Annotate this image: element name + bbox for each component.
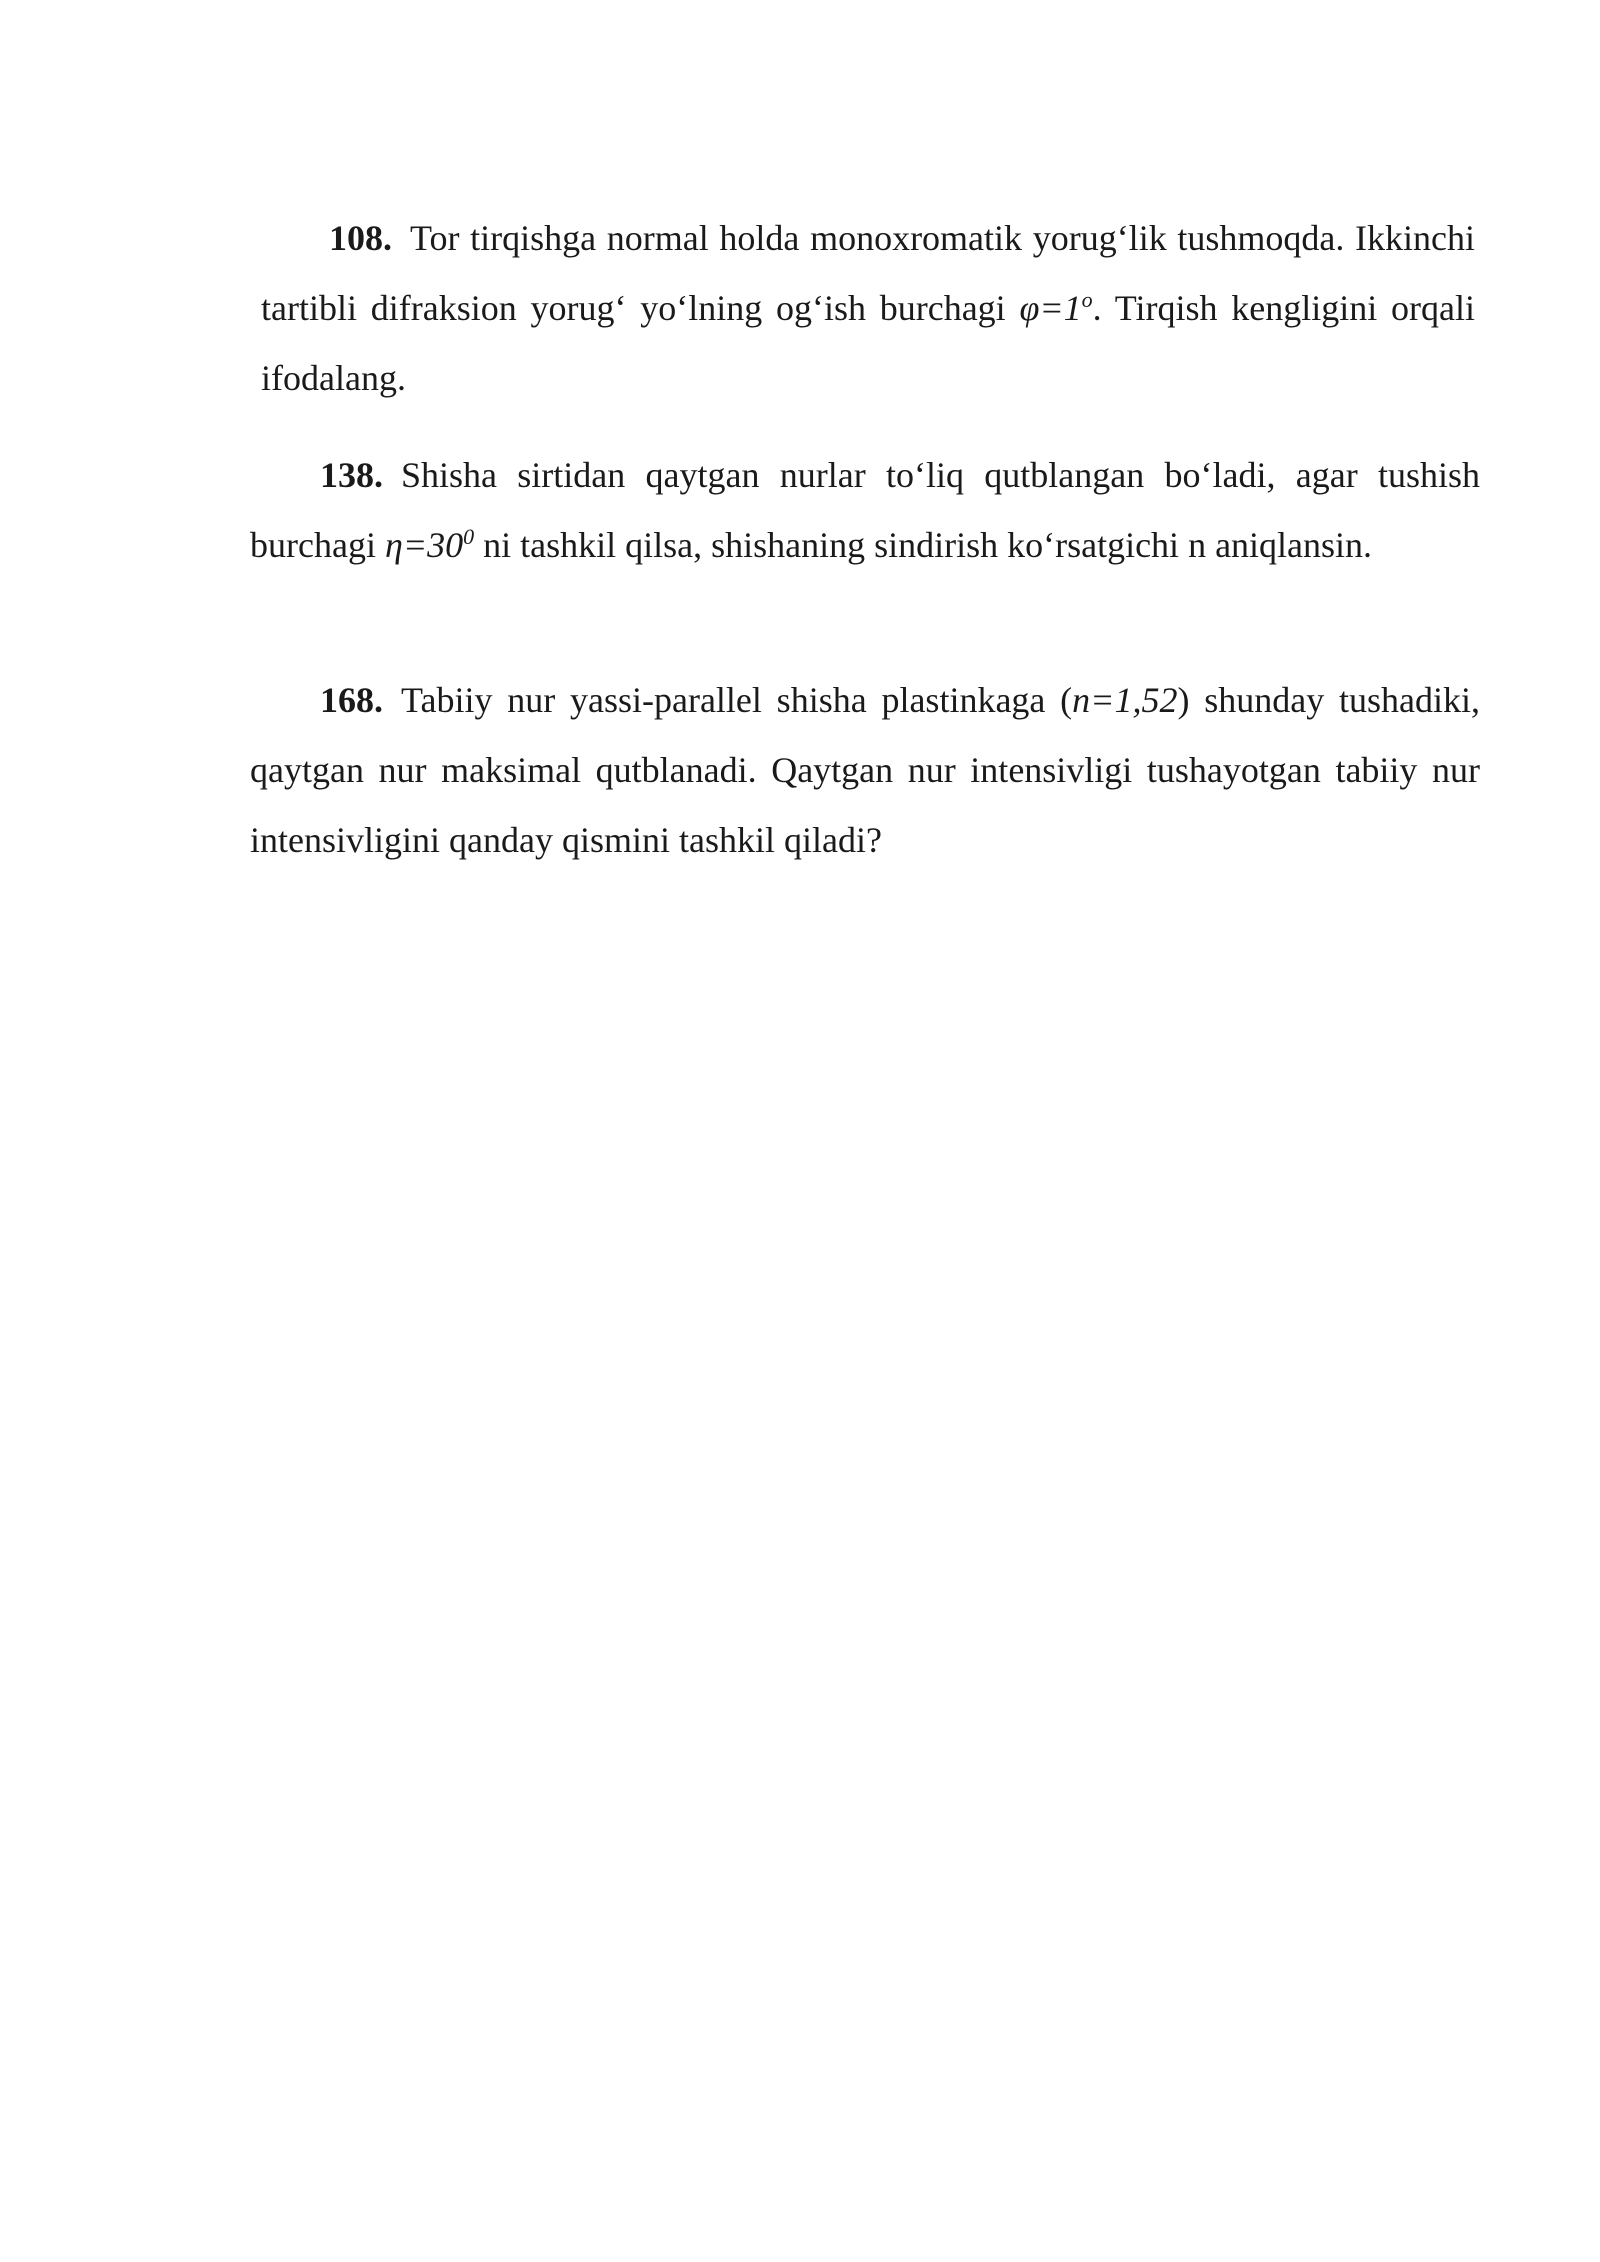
problem-text: Shisha sirtidan qaytgan nurlar to‘liq qutblangan bo‘ladi, agar tushish burchagi (250, 455, 1480, 565)
problem-108 (261, 203, 1475, 413)
problem-text: Tabiiy nur yassi-parallel shisha plastinkaga ( (401, 680, 1073, 720)
formula-superscript: o (1081, 287, 1093, 312)
formula: n=1,52 (1072, 680, 1178, 720)
problem-number: 168. (320, 680, 383, 720)
formula: η=30 (384, 525, 464, 565)
problem-number: 108. (329, 218, 392, 258)
problem-168 (250, 665, 1480, 875)
formula: φ=1 (1019, 288, 1082, 328)
problem-text: Tor tirqishga normal holda monoxromatik yorug‘lik tushmoqda. Ikkinchi tartibli difraksion yorug‘ yo‘lning og‘ish burchagi (261, 218, 1475, 328)
problem-text-continued: ) shunday tushadiki, qaytgan nur maksimal qutblanadi. Qaytgan nur intensivligi tushayotgan tabiiy nur intensivligini qanday qismini tashkil qiladi? (250, 680, 1480, 860)
formula-superscript: 0 (463, 524, 475, 549)
problem-text-continued: . Tirqish kengligini orqali ifodalang. (261, 288, 1475, 398)
problem-text-continued: ni tashkil qilsa, shishaning sindirish ko‘rsatgichi n aniqlansin. (474, 525, 1373, 565)
problem-138 (250, 440, 1480, 580)
problem-number: 138. (320, 455, 383, 495)
